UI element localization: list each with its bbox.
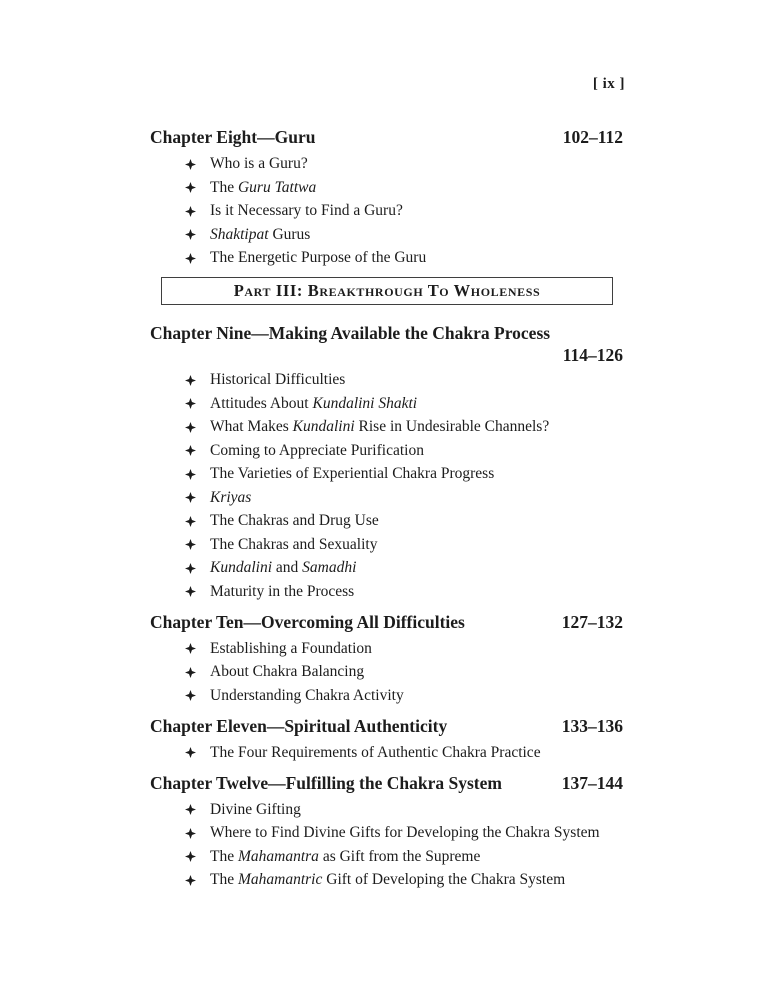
four-pointed-star-icon: [185, 851, 210, 862]
four-pointed-star-icon: [185, 828, 210, 839]
toc-topic-row: [185, 156, 623, 172]
chapter-page-range: 114–126: [562, 345, 623, 365]
page-folio: [ ix ]: [592, 76, 625, 92]
topic-label-segment: Understanding Chakra Activity: [210, 686, 404, 704]
topic-label-segment: Gurus: [268, 225, 311, 243]
topic-label-segment: The: [210, 178, 238, 196]
topic-label: [210, 443, 424, 459]
topic-label-segment: Maturity in the Process: [210, 582, 355, 600]
toc-chapter-section: [150, 715, 623, 761]
topic-label-segment: The Varieties of Experiential Chakra Progress: [210, 465, 495, 482]
four-pointed-star-icon: [185, 667, 210, 678]
four-pointed-star-icon: [185, 253, 210, 264]
topic-label-segment: Where to Find Divine Gifts for Developing the Chakra System: [210, 824, 600, 841]
chapter-page-range: 133–136: [561, 715, 623, 736]
four-pointed-star-icon: [185, 159, 210, 170]
toc-topic-row: [185, 513, 623, 529]
topic-label-segment: and: [272, 559, 303, 576]
topic-label-segment: Historical Difficulties: [210, 371, 346, 388]
topic-label: [210, 180, 316, 196]
toc-topic-row: [185, 584, 623, 600]
chapter-title: Chapter Nine—Making Available the Chakra Process: [150, 323, 551, 343]
topic-label: [210, 250, 426, 266]
four-pointed-star-icon: [185, 539, 210, 550]
four-pointed-star-icon: [185, 492, 210, 503]
toc-topic-row: [185, 490, 623, 506]
chapter-title: Chapter Eight—Guru: [150, 127, 316, 147]
topic-label-italic-segment: Mahamantric: [237, 871, 323, 888]
toc-chapter-section: [150, 126, 623, 266]
topic-label-segment: as Gift from the Supreme: [318, 847, 481, 865]
toc-topic-row: [185, 825, 623, 841]
topic-label: [210, 825, 600, 841]
topic-label-italic-segment: Kundalini: [292, 418, 355, 435]
chapter-topic-list: [150, 745, 623, 761]
topic-label-italic-segment: Kundalini: [210, 559, 273, 576]
chapter-page-range: 127–132: [561, 611, 623, 632]
topic-label: [210, 466, 494, 482]
topic-label-segment: About Chakra Balancing: [210, 663, 365, 680]
topic-label-segment: The Four Requirements of Authentic Chakra Practice: [210, 743, 541, 761]
toc-topic-row: [185, 227, 623, 243]
topic-label: [210, 872, 565, 888]
table-of-contents: [150, 126, 623, 899]
chapter-heading-row: [150, 611, 623, 633]
topic-label: [210, 419, 549, 435]
toc-topic-row: [185, 872, 623, 888]
toc-topic-row: [185, 537, 623, 553]
topic-label-italic-segment: Guru Tattwa: [237, 178, 317, 196]
topic-label: [210, 490, 251, 506]
chapter-topic-list: [150, 802, 623, 889]
toc-chapter-section: [150, 772, 623, 889]
topic-label-italic-segment: Kundalini Shakti: [312, 394, 418, 412]
topic-label: [210, 227, 310, 243]
topic-label: [210, 203, 403, 219]
topic-label-segment: Is it Necessary to Find a Guru?: [210, 202, 403, 219]
topic-label: [210, 560, 356, 576]
topic-label-segment: Who is a Guru?: [210, 155, 308, 172]
toc-topic-row: [185, 396, 623, 412]
toc-topic-row: [185, 372, 623, 388]
toc-topic-row: [185, 560, 623, 576]
topic-label-segment: Attitudes About: [210, 394, 313, 412]
topic-label: [210, 688, 404, 704]
toc-topic-row: [185, 664, 623, 680]
toc-topic-row: [185, 745, 623, 761]
four-pointed-star-icon: [185, 690, 210, 701]
four-pointed-star-icon: [185, 229, 210, 240]
topic-label-segment: The: [210, 847, 238, 865]
part-banner-label: Part III: Breakthrough To Wholeness: [233, 281, 541, 300]
topic-label: [210, 156, 308, 172]
topic-label-italic-segment: Kriyas: [210, 488, 252, 506]
chapter-heading-row: [150, 322, 623, 366]
chapter-topic-list: [150, 156, 623, 266]
four-pointed-star-icon: [185, 398, 210, 409]
topic-label-segment: The: [210, 871, 238, 888]
topic-label-segment: The Chakras and Sexuality: [210, 535, 378, 553]
topic-label-italic-segment: Shaktipat: [210, 225, 269, 243]
topic-label-segment: The Energetic Purpose of the Guru: [210, 249, 427, 266]
topic-label-segment: Gift of Developing the Chakra System: [322, 871, 566, 888]
chapter-heading-row: [150, 126, 623, 148]
four-pointed-star-icon: [185, 747, 210, 758]
four-pointed-star-icon: [185, 875, 210, 886]
toc-topic-row: [185, 849, 623, 865]
topic-label: [210, 537, 377, 553]
four-pointed-star-icon: [185, 516, 210, 527]
part-banner: [161, 277, 613, 305]
chapter-page-range: 137–144: [561, 772, 623, 793]
chapter-page-range: 102–112: [562, 127, 623, 147]
topic-label: [210, 641, 372, 657]
topic-label: [210, 372, 345, 388]
four-pointed-star-icon: [185, 445, 210, 456]
chapter-heading-row: [150, 772, 623, 794]
topic-label-segment: Coming to Appreciate Purification: [210, 441, 424, 459]
chapter-title: Chapter Twelve—Fulfilling the Chakra System: [150, 772, 502, 793]
topic-label-segment: The Chakras and Drug Use: [210, 512, 379, 529]
four-pointed-star-icon: [185, 586, 210, 597]
four-pointed-star-icon: [185, 469, 210, 480]
chapter-title: Chapter Ten—Overcoming All Difficulties: [150, 611, 465, 632]
toc-topic-row: [185, 688, 623, 704]
topic-label-italic-segment: Mahamantra: [237, 847, 319, 865]
topic-label-segment: Rise in Undesirable Channels?: [354, 418, 550, 435]
four-pointed-star-icon: [185, 375, 210, 386]
toc-topic-row: [185, 250, 623, 266]
toc-chapter-section: [150, 322, 623, 600]
topic-label: [210, 513, 379, 529]
chapter-title: Chapter Eleven—Spiritual Authenticity: [150, 715, 448, 736]
topic-label: [210, 584, 354, 600]
topic-label: [210, 396, 417, 412]
topic-label-italic-segment: Samadhi: [302, 559, 357, 576]
topic-label: [210, 664, 364, 680]
chapter-heading-row: [150, 715, 623, 737]
toc-chapter-section: [150, 611, 623, 704]
topic-label-segment: Establishing a Foundation: [210, 639, 372, 657]
topic-label-segment: What Makes: [210, 418, 293, 435]
four-pointed-star-icon: [185, 643, 210, 654]
topic-label: [210, 849, 480, 865]
topic-label: [210, 802, 301, 818]
topic-label-segment: Divine Gifting: [210, 800, 301, 818]
four-pointed-star-icon: [185, 182, 210, 193]
toc-topic-row: [185, 180, 623, 196]
topic-label: [210, 745, 541, 761]
four-pointed-star-icon: [185, 804, 210, 815]
toc-topic-row: [185, 203, 623, 219]
toc-topic-row: [185, 443, 623, 459]
four-pointed-star-icon: [185, 422, 210, 433]
toc-topic-row: [185, 641, 623, 657]
toc-topic-row: [185, 802, 623, 818]
chapter-topic-list: [150, 641, 623, 704]
toc-topic-row: [185, 466, 623, 482]
toc-topic-row: [185, 419, 623, 435]
chapter-topic-list: [150, 372, 623, 600]
four-pointed-star-icon: [185, 206, 210, 217]
four-pointed-star-icon: [185, 563, 210, 574]
